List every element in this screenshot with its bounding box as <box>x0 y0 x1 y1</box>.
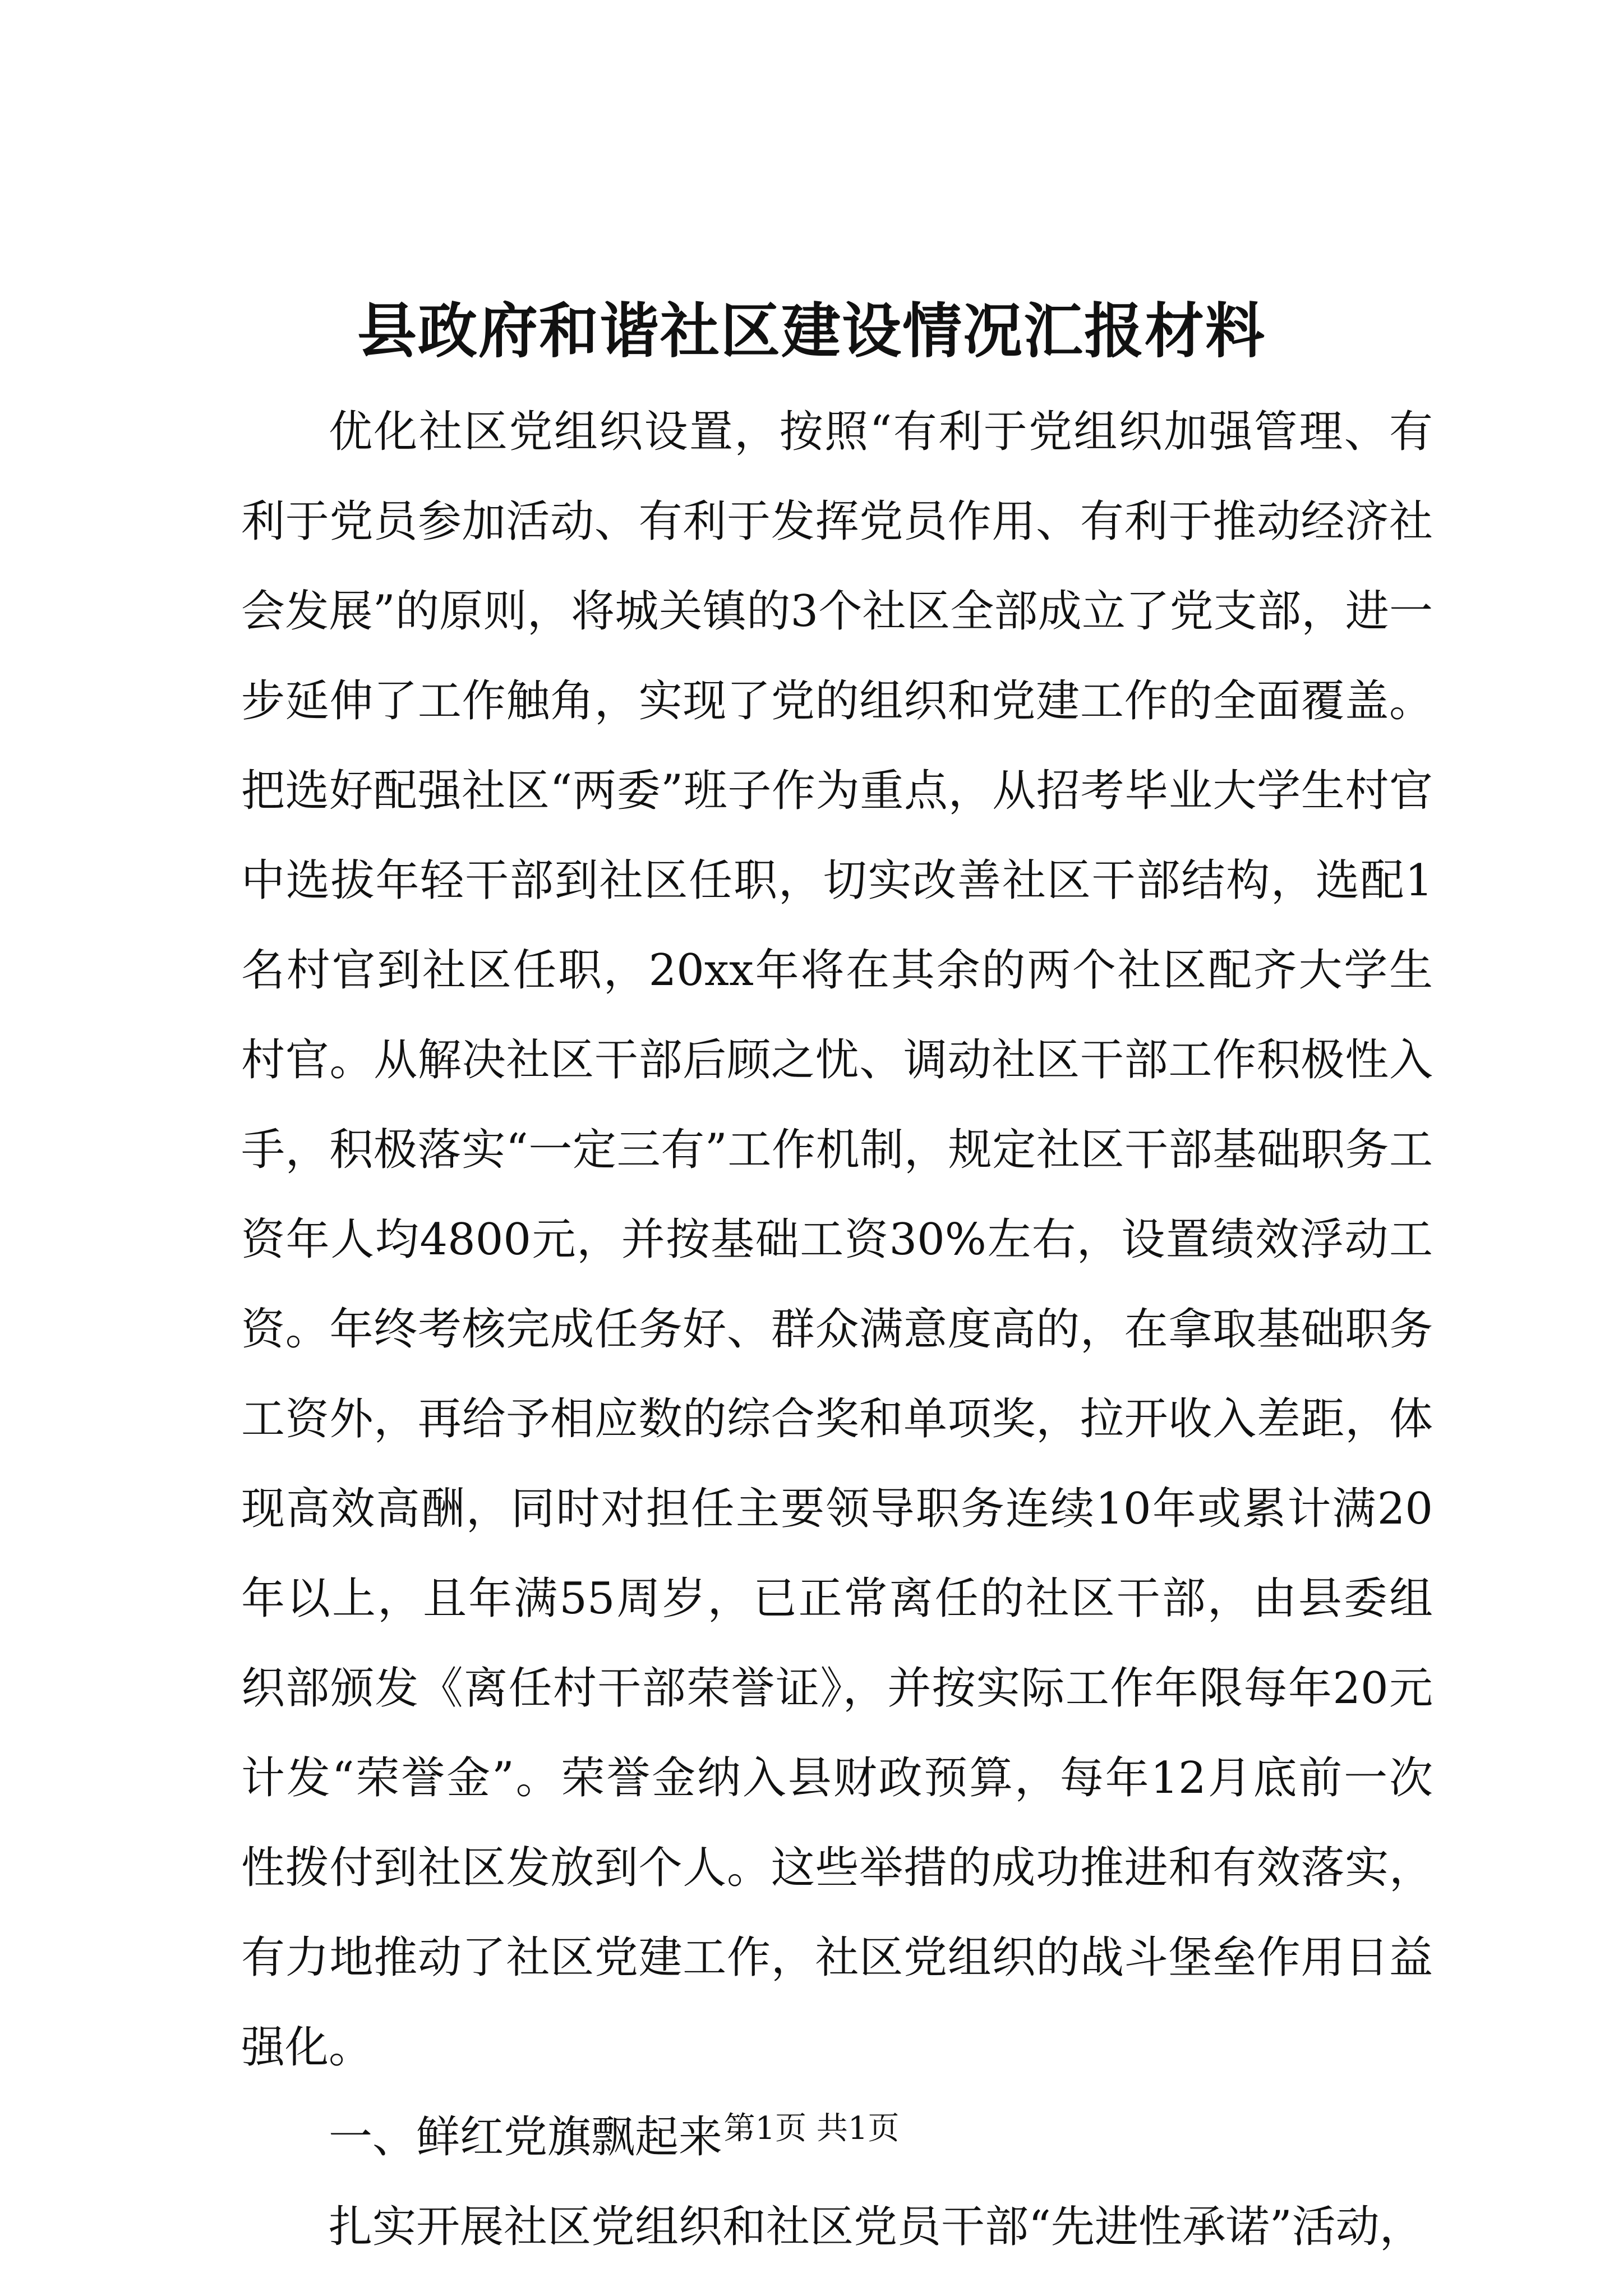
page-number-footer: 第1页 共1页 <box>723 2110 900 2147</box>
section-heading: 一、鲜红党旗飘起来 <box>329 2112 723 2162</box>
document-body <box>241 387 1433 2272</box>
body-paragraph: 扎实开展社区党组织和社区党员干部“先进性承诺”活动， <box>329 2202 1423 2252</box>
document-title: 县政府和谐社区建设情况汇报材料 <box>357 296 1266 366</box>
body-paragraph: 优化社区党组织设置，按照“有利于党组织加强管理、有利于党员参加活动、有利于发挥党员作用、有利于推动经济社会发展”的原则，将城关镇的3个社区全部成立了党支部，进一步延伸了工作触角，实现了党的组织和党建工作的全面覆盖。把选好配强社区“两委”班子作为重点，从招考毕业大学生村官中选拔年轻干部到社区任职，切实改善社区干部结构，选配1名村官到社区任职，20xx年将在其余的两个社区配齐大学生村官。从解决社区干部后顾之忧、调动社区干部工作积极性入手，积极落实“一定三有”工作机制，规定社区干部基础职务工资年人均4800元，并按基础工资30%左右，设置绩效浮动工资。年终考核完成任务好、群众满意度高的，在拿取基础职务工资外，再给予相应数的综合奖和单项奖，拉开收入差距，体现高效高酬，同时对担任主要领导职务连续10年或累计满20年以上，且年满55周岁，已正常离任的社区干部，由县委组织部颁发《离任村干部荣誉证》，并按实际工作年限每年20元计发“荣誉金”。荣誉金纳入县财政预算，每年12月底前一次性拨付到社区发放到个人。这些举措的成功推进和有效落实，有力地推动了社区党建工作，社区党组织的战斗堡垒作用日益强化。 <box>241 407 1433 2073</box>
